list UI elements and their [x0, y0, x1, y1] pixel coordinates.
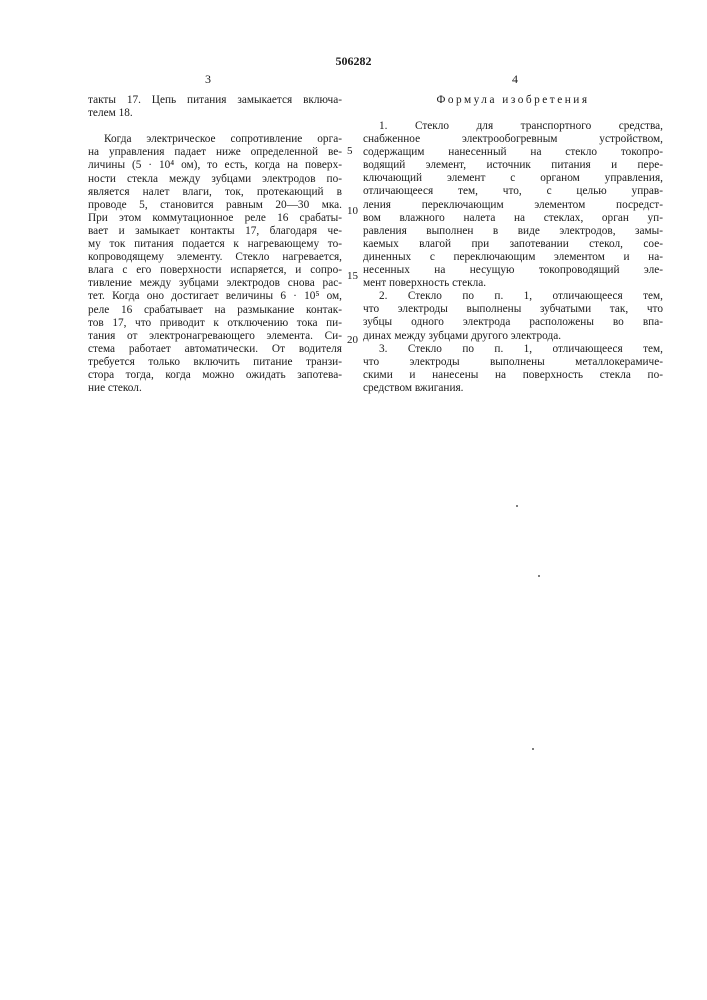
text-line: влага с его поверхности испаряется, и сопро-	[88, 264, 342, 277]
text-line: вом влажного налета на стеклах, орган уп-	[363, 212, 663, 225]
line-number: 5	[347, 145, 353, 157]
text-line: 1. Стекло для транспортного средства,	[363, 120, 663, 133]
text-line: водящий элемент, источник питания и пере-	[363, 159, 663, 172]
text-line: содержащим нанесенный на стекло токопро-	[363, 146, 663, 159]
text-line: средством вжигания.	[363, 382, 663, 395]
text-line: 3. Стекло по п. 1, отличающееся тем,	[363, 343, 663, 356]
scan-speck	[538, 575, 540, 577]
line-number: 10	[347, 205, 358, 217]
text-line: что электроды выполнены зубчатыми так, что	[363, 303, 663, 316]
text-line: динах между зубцами другого электрода.	[363, 330, 663, 343]
text-line: мент поверхность стекла.	[363, 277, 663, 290]
text-line: ключающий элемент с органом управления,	[363, 172, 663, 185]
text-line: ние стекол.	[88, 382, 342, 395]
text-line: на управления падает ниже определенной ве-	[88, 146, 342, 159]
text-line: каемых влагой при запотевании стекол, сое-	[363, 238, 663, 251]
text-line: требуется только включить питание транзи-	[88, 356, 342, 369]
claims-heading: Формула изобретения	[363, 94, 663, 120]
text-line: равления выполнен в виде электродов, замы-	[363, 225, 663, 238]
text-line: такты 17. Цепь питания замыкается включа-	[88, 94, 342, 107]
text-line: проводе 5, становится равным 20—30 мка.	[88, 199, 342, 212]
patent-number: 506282	[0, 54, 707, 69]
text-line: снабженное электрообогревным устройством,	[363, 133, 663, 146]
left-page-number: 3	[205, 72, 211, 87]
text-line: зубцы одного электрода расположены во впа-	[363, 316, 663, 329]
line-number: 15	[347, 270, 358, 282]
text-line: диненных с переключающим элементом и на-	[363, 251, 663, 264]
left-column	[88, 94, 342, 395]
text-line: стора тогда, когда можно ожидать запотева-	[88, 369, 342, 382]
text-line: ления переключающим элементом посредст-	[363, 199, 663, 212]
text-line: стема работает автоматически. От водителя	[88, 343, 342, 356]
text-line: тов 17, что приводит к отключению тока пи-	[88, 317, 342, 330]
blank-line	[88, 120, 342, 133]
text-line: 2. Стекло по п. 1, отличающееся тем,	[363, 290, 663, 303]
text-line: является налет влаги, ток, протекающий в	[88, 186, 342, 199]
text-line: реле 16 срабатывает на размыкание контак-	[88, 304, 342, 317]
line-number: 20	[347, 334, 358, 346]
text-line: Когда электрическое сопротивление орга-	[88, 133, 342, 146]
patent-page	[0, 0, 707, 1000]
text-line: телем 18.	[88, 107, 342, 120]
text-line: тания от электронагревающего элемента. Си-	[88, 330, 342, 343]
text-line: что электроды выполнены металлокерамиче-	[363, 356, 663, 369]
text-line: несенных на несущую токопроводящий эле-	[363, 264, 663, 277]
text-line: личины (5 · 10⁴ ом), то есть, когда на поверх-	[88, 159, 342, 172]
scan-speck	[532, 748, 534, 750]
text-line: му ток питания подается к нагревающему то-	[88, 238, 342, 251]
text-line: вает и замыкает контакты 17, благодаря че-	[88, 225, 342, 238]
scan-speck	[516, 505, 518, 507]
right-page-number: 4	[512, 72, 518, 87]
text-line: ности стекла между зубцами электродов по-	[88, 173, 342, 186]
text-line: При этом коммутационное реле 16 срабаты-	[88, 212, 342, 225]
text-line: скими и нанесены на поверхность стекла по-	[363, 369, 663, 382]
text-line: тивление между зубцами электродов снова рас-	[88, 277, 342, 290]
text-line: копроводящему элементу. Стекло нагревается,	[88, 251, 342, 264]
text-line: тет. Когда оно достигает величины 6 · 10⁵ ом,	[88, 290, 342, 303]
right-column	[363, 94, 663, 395]
text-line: отличающееся тем, что, с целью управ-	[363, 185, 663, 198]
